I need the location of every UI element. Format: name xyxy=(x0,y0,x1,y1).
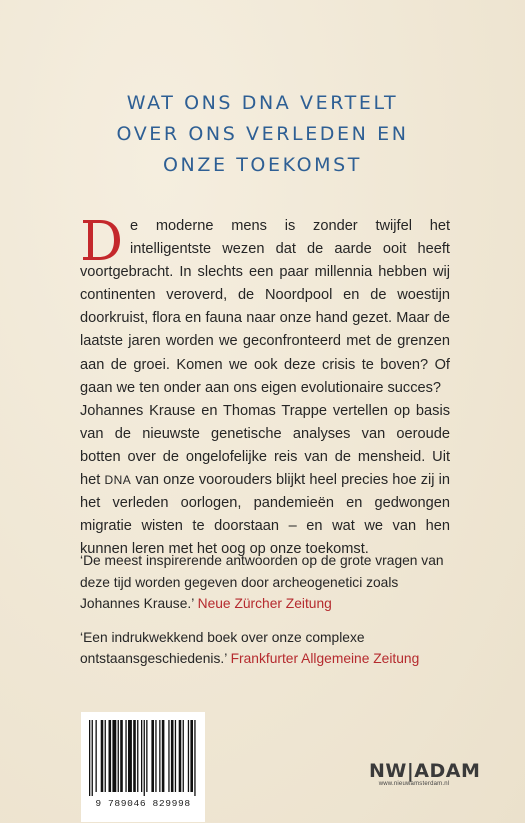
barcode-bar xyxy=(96,720,97,792)
publisher-logo-wordmark: NW|ADAM xyxy=(369,760,481,782)
barcode-bar xyxy=(159,720,160,792)
barcode-bar xyxy=(89,720,90,796)
barcode-bar xyxy=(146,720,147,792)
blurb-paragraph-2-text-a: Johannes Krause en Thomas Trappe vertellen op basis van de nieuwste genetische analyses van oeroude botten over de ongelofelijke reis van de mensheid. Uit het xyxy=(80,402,450,489)
barcode-bar xyxy=(112,720,116,792)
barcode-bar xyxy=(144,720,145,796)
barcode-bar xyxy=(109,720,112,792)
barcode-bar xyxy=(128,720,132,792)
review-quote-2 xyxy=(80,627,450,670)
barcode-bar xyxy=(188,720,189,792)
barcode-bar xyxy=(92,720,93,796)
barcode-bar xyxy=(179,720,182,792)
barcode-bar xyxy=(120,720,123,792)
publisher-logo xyxy=(369,760,481,787)
blurb-paragraph-1 xyxy=(80,215,450,400)
barcode-bar xyxy=(168,720,169,792)
barcode-bar xyxy=(155,720,156,792)
barcode-bars xyxy=(87,720,199,796)
blurb-paragraph-2 xyxy=(80,400,450,562)
publisher-url: www.nieuwamsterdam.nl xyxy=(378,781,450,787)
barcode-bar xyxy=(137,720,138,792)
dropcap-d-glyph xyxy=(80,219,122,261)
barcode-bar xyxy=(194,720,195,796)
barcode-bar xyxy=(133,720,136,792)
review-quote-2-source: Frankfurter Allgemeine Zeitung xyxy=(230,651,420,666)
barcode-bar xyxy=(190,720,193,792)
review-quote-1-text: ‘De meest inspirerende antwoorden op de grote vragen van deze tijd worden gegeven door archeogenetici zoals Johannes Krause.’ xyxy=(80,553,444,611)
barcode-bar xyxy=(175,720,176,792)
blurb xyxy=(80,215,450,561)
title-line-1: WAT ONS DNA VERTELT xyxy=(126,92,399,114)
blurb-paragraph-2-text-b: van onze voorouders blijkt heel precies hoe zij in het verleden oorlogen, pandemieën en gedwongen migratie wisten te doorstaan – en wat we van hen kunnen leren met het oog op onze toekomst. xyxy=(80,472,451,558)
blurb-paragraph-1-text: e moderne mens is zonder twijfel het intelligentste wezen dat de aarde ooit heeft voortgebracht. In slechts een paar millennia hebben wij continenten veroverd, de Noordpool en de woestijn doorkruist, flora en fauna naar onze hand gezet. Maar de laatste jaren worden we geconfronteerd met de grenzen aan de groei. Komen we ook deze crisis te boven? Of gaan we ten onder aan ons eigen evolutionaire succes? xyxy=(80,218,450,396)
review-quote-1-source: Neue Zürcher Zeitung xyxy=(197,596,332,611)
barcode-bar xyxy=(141,720,142,792)
barcode-bar xyxy=(125,720,126,792)
review-quote-1 xyxy=(80,550,450,615)
barcode-bar xyxy=(162,720,165,792)
review-quote-2-text: ‘Een indrukwekkend boek over onze complexe ontstaansgeschiedenis.’ xyxy=(80,629,365,666)
dropcap xyxy=(80,219,122,261)
barcode-bar xyxy=(101,720,104,792)
isbn-number: 9 789046 829998 xyxy=(95,798,191,809)
dna-smallcaps: DNA xyxy=(104,473,132,488)
barcode-bar xyxy=(183,720,184,792)
back-cover-title xyxy=(0,88,525,181)
title-line-3: ONZE TOEKOMST xyxy=(162,154,363,176)
isbn-barcode xyxy=(81,712,205,822)
barcode-bar xyxy=(151,720,154,792)
barcode-bar xyxy=(171,720,174,792)
barcode-bar xyxy=(105,720,106,792)
barcode-bar xyxy=(118,720,119,792)
review-quotes xyxy=(80,550,450,682)
title-line-2: OVER ONS VERLEDEN EN xyxy=(116,123,409,145)
